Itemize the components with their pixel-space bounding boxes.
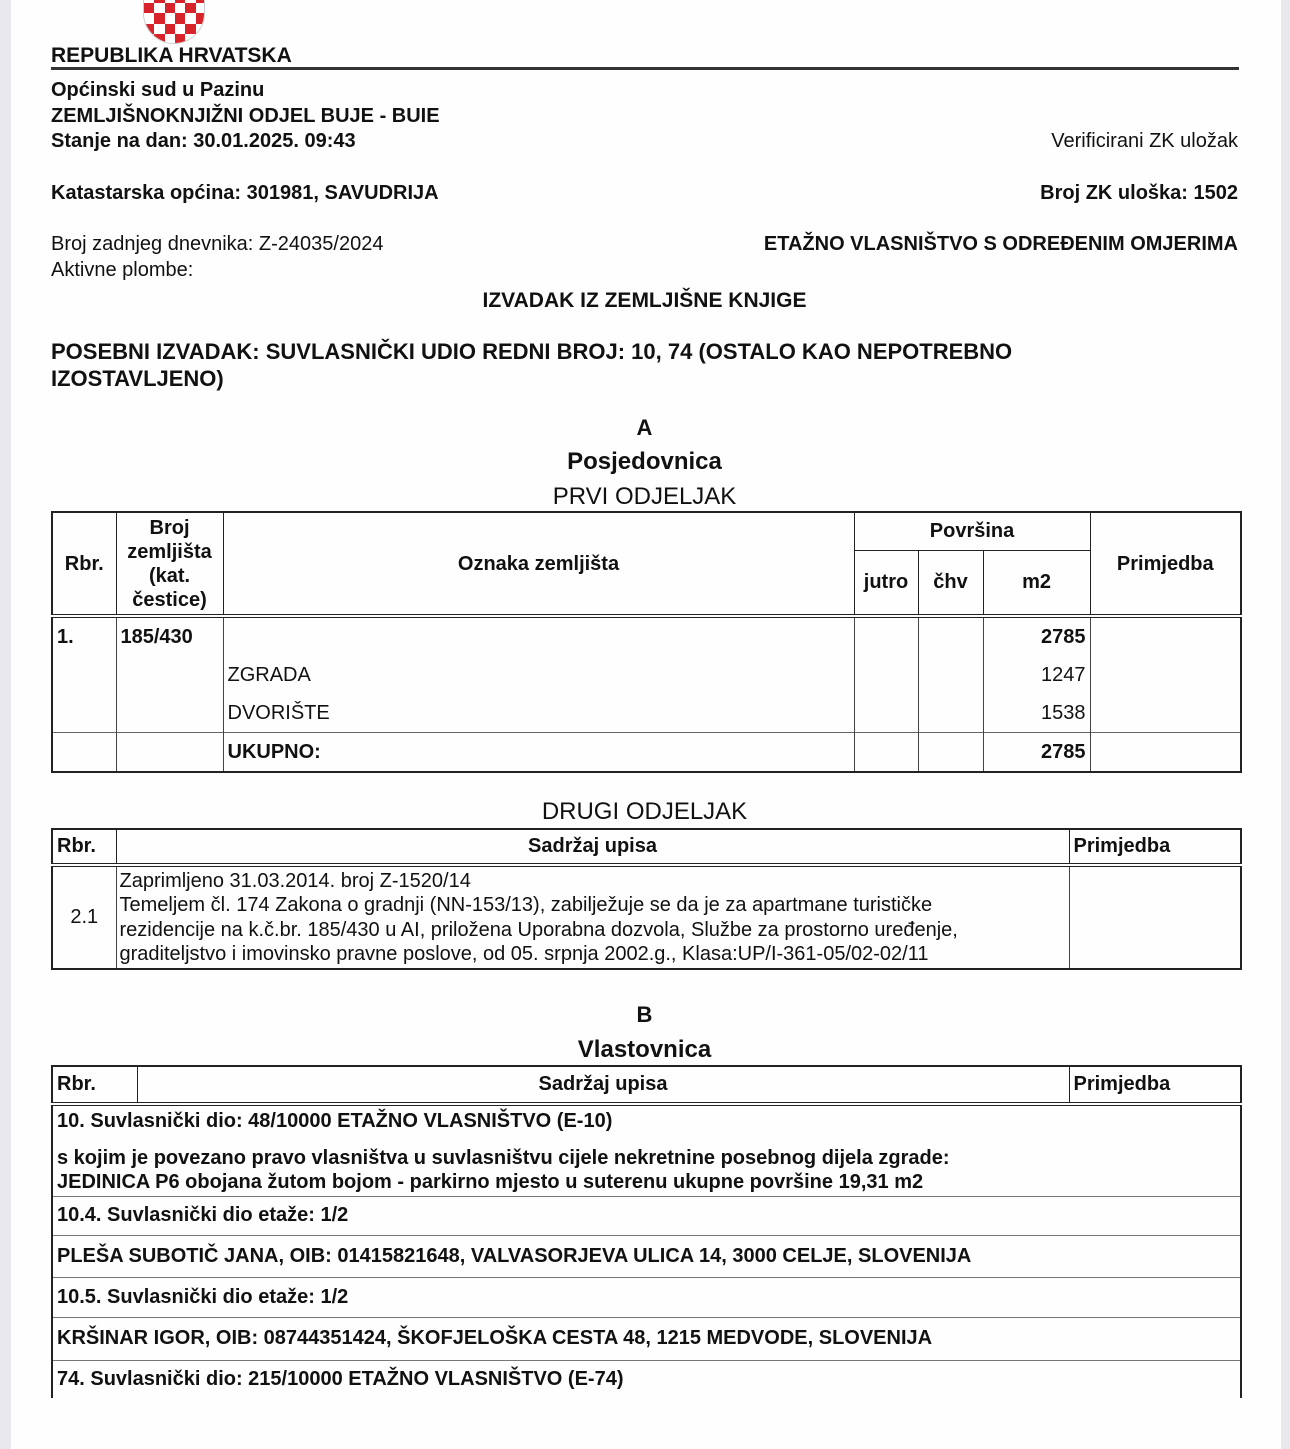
row-text-line: JEDINICA P6 obojana žutom bojom - parkirno mjesto u suterenu ukupne površine 19,31 m2 — [57, 1170, 924, 1193]
special-extract-line1: POSEBNI IZVADAK: SUVLASNIČKI UDIO REDNI BROJ: 10, 74 (OSTALO KAO NEPOTREBNO — [51, 339, 1013, 364]
ownership-table — [51, 1065, 1242, 1398]
row-text: 74. Suvlasnički dio: 215/10000 ETAŽNO VLASNIŠTVO (E-74) — [52, 1360, 1241, 1398]
row-text-line: s kojim je povezano pravo vlasništva u suvlasništvu cijele nekretnine posebnog dijela zgrade: — [57, 1146, 950, 1169]
total-chv — [918, 733, 983, 773]
row-text: KRŠINAR IGOR, OIB: 08744351424, ŠKOFJELOŠKA CESTA 48, 1215 MEDVODE, SLOVENIJA — [52, 1317, 1241, 1360]
court-name: Općinski sud u Pazinu — [51, 79, 265, 101]
row-text — [52, 1138, 1241, 1196]
col-land-number-l3: (kat. — [148, 564, 191, 587]
row-content — [116, 865, 1069, 969]
active-seals: Aktivne plombe: — [51, 259, 194, 281]
row-remark — [1069, 865, 1241, 969]
row-jutro — [854, 616, 918, 656]
col-content: Sadržaj upisa — [137, 1066, 1069, 1104]
row-m2: 2785 — [983, 616, 1090, 656]
last-journal-number: Broj zadnjeg dnevnika: Z-24035/2024 — [51, 233, 384, 255]
total-m2: 2785 — [983, 733, 1090, 773]
part2-title: DRUGI ODJELJAK — [541, 798, 748, 825]
row-jutro — [854, 694, 918, 733]
table-row — [52, 694, 1241, 733]
col-rbr: Rbr. — [52, 1066, 137, 1104]
zk-number: Broj ZK uloška: 1502 — [1040, 182, 1238, 204]
cadastral-municipality: Katastarska općina: 301981, SAVUDRIJA — [51, 182, 439, 204]
row-content-line: Zaprimljeno 31.03.2014. broj Z-1520/14 — [119, 869, 471, 892]
total-remark — [1090, 733, 1241, 773]
part1-title: PRVI ODJELJAK — [552, 483, 737, 510]
col-chv: čhv — [918, 550, 983, 616]
country-name: REPUBLIKA HRVATSKA — [51, 44, 292, 67]
row-text: PLEŠA SUBOTIČ JANA, OIB: 01415821648, VALVASORJEVA ULICA 14, 3000 CELJE, SLOVENIJA — [52, 1235, 1241, 1277]
col-jutro: jutro — [854, 550, 918, 616]
row-rbr — [52, 694, 116, 733]
total-rbr — [52, 733, 116, 773]
table-row — [52, 656, 1241, 694]
total-land-number — [116, 733, 223, 773]
second-part-table — [51, 828, 1242, 970]
row-rbr: 2.1 — [52, 865, 116, 969]
total-label: UKUPNO: — [223, 733, 854, 773]
row-text: 10. Suvlasnički dio: 48/10000 ETAŽNO VLASNIŠTVO (E-10) — [52, 1104, 1241, 1138]
col-land-number-l1: Broj — [149, 516, 190, 539]
ownership-row — [52, 1360, 1241, 1398]
col-remark: Primjedba — [1090, 512, 1241, 616]
col-land-number-l2: zemljišta — [127, 540, 212, 563]
ownership-row — [52, 1196, 1241, 1235]
col-land-number — [116, 512, 223, 616]
croatian-coat-of-arms-icon — [143, 0, 205, 44]
row-remark — [1090, 616, 1241, 656]
col-rbr: Rbr. — [52, 829, 116, 865]
section-b-letter: B — [636, 1002, 653, 1027]
document-page — [11, 0, 1281, 1449]
col-remark: Primjedba — [1069, 1066, 1241, 1104]
document-title: IZVADAK IZ ZEMLJIŠNE KNJIGE — [482, 289, 807, 312]
row-land-number — [116, 656, 223, 694]
header-divider — [51, 67, 1239, 70]
row-designation — [223, 616, 854, 656]
section-a-title: Posjedovnica — [567, 448, 722, 475]
row-remark — [1090, 656, 1241, 694]
col-remark: Primjedba — [1069, 829, 1241, 865]
table-row — [52, 616, 1241, 656]
row-content-line: graditeljstvo i imovinsko pravne poslove, od 05. srpnja 2002.g., Klasa:UP/I-361-05/02-02/11 — [119, 943, 929, 965]
ownership-row — [52, 1138, 1241, 1196]
special-extract-line2: IZOSTAVLJENO) — [51, 366, 224, 391]
row-designation: DVORIŠTE — [223, 694, 854, 733]
col-m2: m2 — [983, 550, 1090, 616]
section-a-letter: A — [636, 415, 653, 440]
col-land-designation: Oznaka zemljišta — [223, 512, 854, 616]
col-land-number-l4: čestice) — [132, 588, 207, 611]
row-land-number: 185/430 — [116, 616, 223, 656]
col-content: Sadržaj upisa — [116, 829, 1069, 865]
ownership-row — [52, 1317, 1241, 1360]
row-rbr — [52, 656, 116, 694]
col-area: Površina — [854, 512, 1090, 550]
status-date: Stanje na dan: 30.01.2025. 09:43 — [51, 130, 356, 152]
row-content-line: rezidencije na k.č.br. 185/430 u AI, priložena Uporabna dozvola, Službe za prostorno uređenje, — [119, 918, 958, 941]
row-m2: 1247 — [983, 656, 1090, 694]
table-row — [52, 865, 1241, 969]
row-land-number — [116, 694, 223, 733]
ownership-type: ETAŽNO VLASNIŠTVO S ODREĐENIM OMJERIMA — [763, 233, 1238, 255]
col-rbr: Rbr. — [52, 512, 116, 616]
row-m2: 1538 — [983, 694, 1090, 733]
ownership-row — [52, 1235, 1241, 1277]
row-remark — [1090, 694, 1241, 733]
department-name: ZEMLJIŠNOKNJIŽNI ODJEL BUJE - BUIE — [51, 105, 440, 127]
first-part-table — [51, 511, 1242, 773]
row-chv — [918, 694, 983, 733]
row-content-line: Temeljem čl. 174 Zakona o gradnji (NN-153/13), zabilježuje se da je za apartmane turističke — [119, 894, 933, 916]
ownership-row — [52, 1104, 1241, 1138]
row-chv — [918, 656, 983, 694]
row-chv — [918, 616, 983, 656]
section-b-title: Vlastovnica — [577, 1036, 712, 1063]
row-text: 10.5. Suvlasnički dio etaže: 1/2 — [52, 1277, 1241, 1317]
total-row — [52, 733, 1241, 773]
row-rbr: 1. — [52, 616, 116, 656]
ownership-row — [52, 1277, 1241, 1317]
row-text: 10.4. Suvlasnički dio etaže: 1/2 — [52, 1196, 1241, 1235]
total-jutro — [854, 733, 918, 773]
row-designation: ZGRADA — [223, 656, 854, 694]
verified-label: Verificirani ZK uložak — [1051, 130, 1238, 152]
row-jutro — [854, 656, 918, 694]
